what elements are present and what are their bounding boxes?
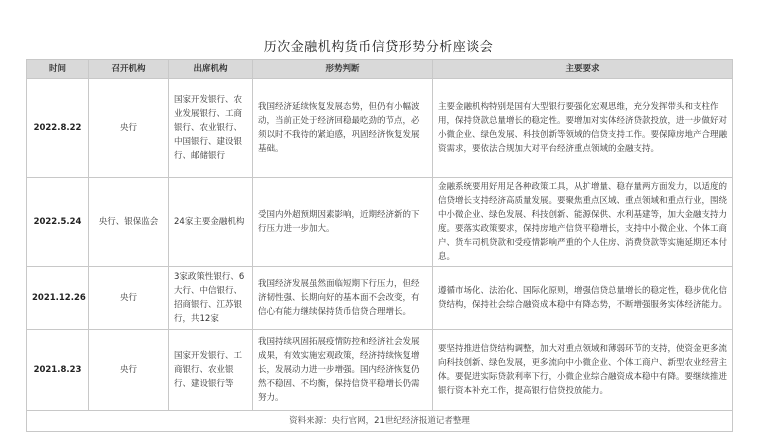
header-requirements: 主要要求 [433,60,733,79]
row-attendees: 3家政策性银行、6大行、中信银行、招商银行、江苏银行，共12家 [169,267,253,330]
row-date: 2021.8.23 [27,330,89,411]
row-attendees: 国家开发银行、农业发展银行、工商银行、农业银行、中国银行、建设银行、邮储银行 [169,79,253,178]
row-situation: 我国持续巩固拓展疫情防控和经济社会发展成果，有效实施宏观政策，经济持续恢复增长，发展动力进一步增强。国内经济恢复仍然不稳固、不均衡，保持信贷平稳增长仍需努力。 [253,330,433,411]
table-row [27,267,733,330]
forum-table [26,59,733,432]
page-title: 历次金融机构货币信贷形势分析座谈会 [263,40,494,55]
row-requirements: 主要金融机构特别是国有大型银行要强化宏观思维，充分发挥带头和支柱作用，保持贷款总量增长的稳定性。要增加对实体经济贷款投放，进一步做好对小微企业、绿色发展、科技创新等领域的信贷支持工作。要保障房地产合理融资需求，要依法合规加大对平台经济重点领域的金融支持。 [433,79,733,178]
table-header-row [27,60,733,79]
row-host: 央行、银保监会 [89,178,169,267]
row-situation: 受国内外超预期因素影响，近期经济新的下行压力进一步加大。 [253,178,433,267]
table-row [27,330,733,411]
row-host: 央行 [89,330,169,411]
table-row [27,79,733,178]
header-host: 召开机构 [89,60,169,79]
row-date: 2022.8.22 [27,79,89,178]
header-attendees: 出席机构 [169,60,253,79]
table-row [27,178,733,267]
row-situation: 我国经济延续恢复发展态势，但仍有小幅波动，当前正处于经济回稳最吃劲的节点，必须以时不我待的紧迫感，巩固经济恢复发展基础。 [253,79,433,178]
header-date: 时间 [27,60,89,79]
row-requirements: 遵循市场化、法治化、国际化原则，增强信贷总量增长的稳定性，稳步优化信贷结构，保持社会综合融资成本稳中有降态势，不断增强服务实体经济能力。 [433,267,733,330]
header-situation: 形势判断 [253,60,433,79]
row-date: 2022.5.24 [27,178,89,267]
row-requirements: 金融系统要用好用足各种政策工具，从扩增量、稳存量两方面发力，以适度的信贷增长支持经济高质量发展。要聚焦重点区域、重点领域和重点行业，围绕中小微企业、绿色发展、科技创新、能源保供、水利基建等，加大金融支持力度。要落实政策要求，保持房地产信贷平稳增长，支持中小微企业、个体工商户、货车司机贷款和受疫情影响严重的个人住房、消费贷款等实施延期还本付息。 [433,178,733,267]
row-attendees: 国家开发银行、工商银行、农业银行、建设银行等 [169,330,253,411]
row-situation: 我国经济发展虽然面临短期下行压力，但经济韧性强、长期向好的基本面不会改变，有信心有能力继续保持货币信贷合理增长。 [253,267,433,330]
row-attendees: 24家主要金融机构 [169,178,253,267]
row-host: 央行 [89,79,169,178]
source-note: 资料来源：央行官网，21世纪经济报道记者整理 [27,411,733,432]
row-host: 央行 [89,267,169,330]
row-requirements: 要坚持推进信贷结构调整，加大对重点领域和薄弱环节的支持，使资金更多流向科技创新、绿色发展，更多流向中小微企业、个体工商户、新型农业经营主体。要促进实际贷款利率下行，小微企业综合融资成本稳中有降。要继续推进银行资本补充工作，提高银行信贷投放能力。 [433,330,733,411]
source-row [27,411,733,432]
row-date: 2021.12.26 [27,267,89,330]
